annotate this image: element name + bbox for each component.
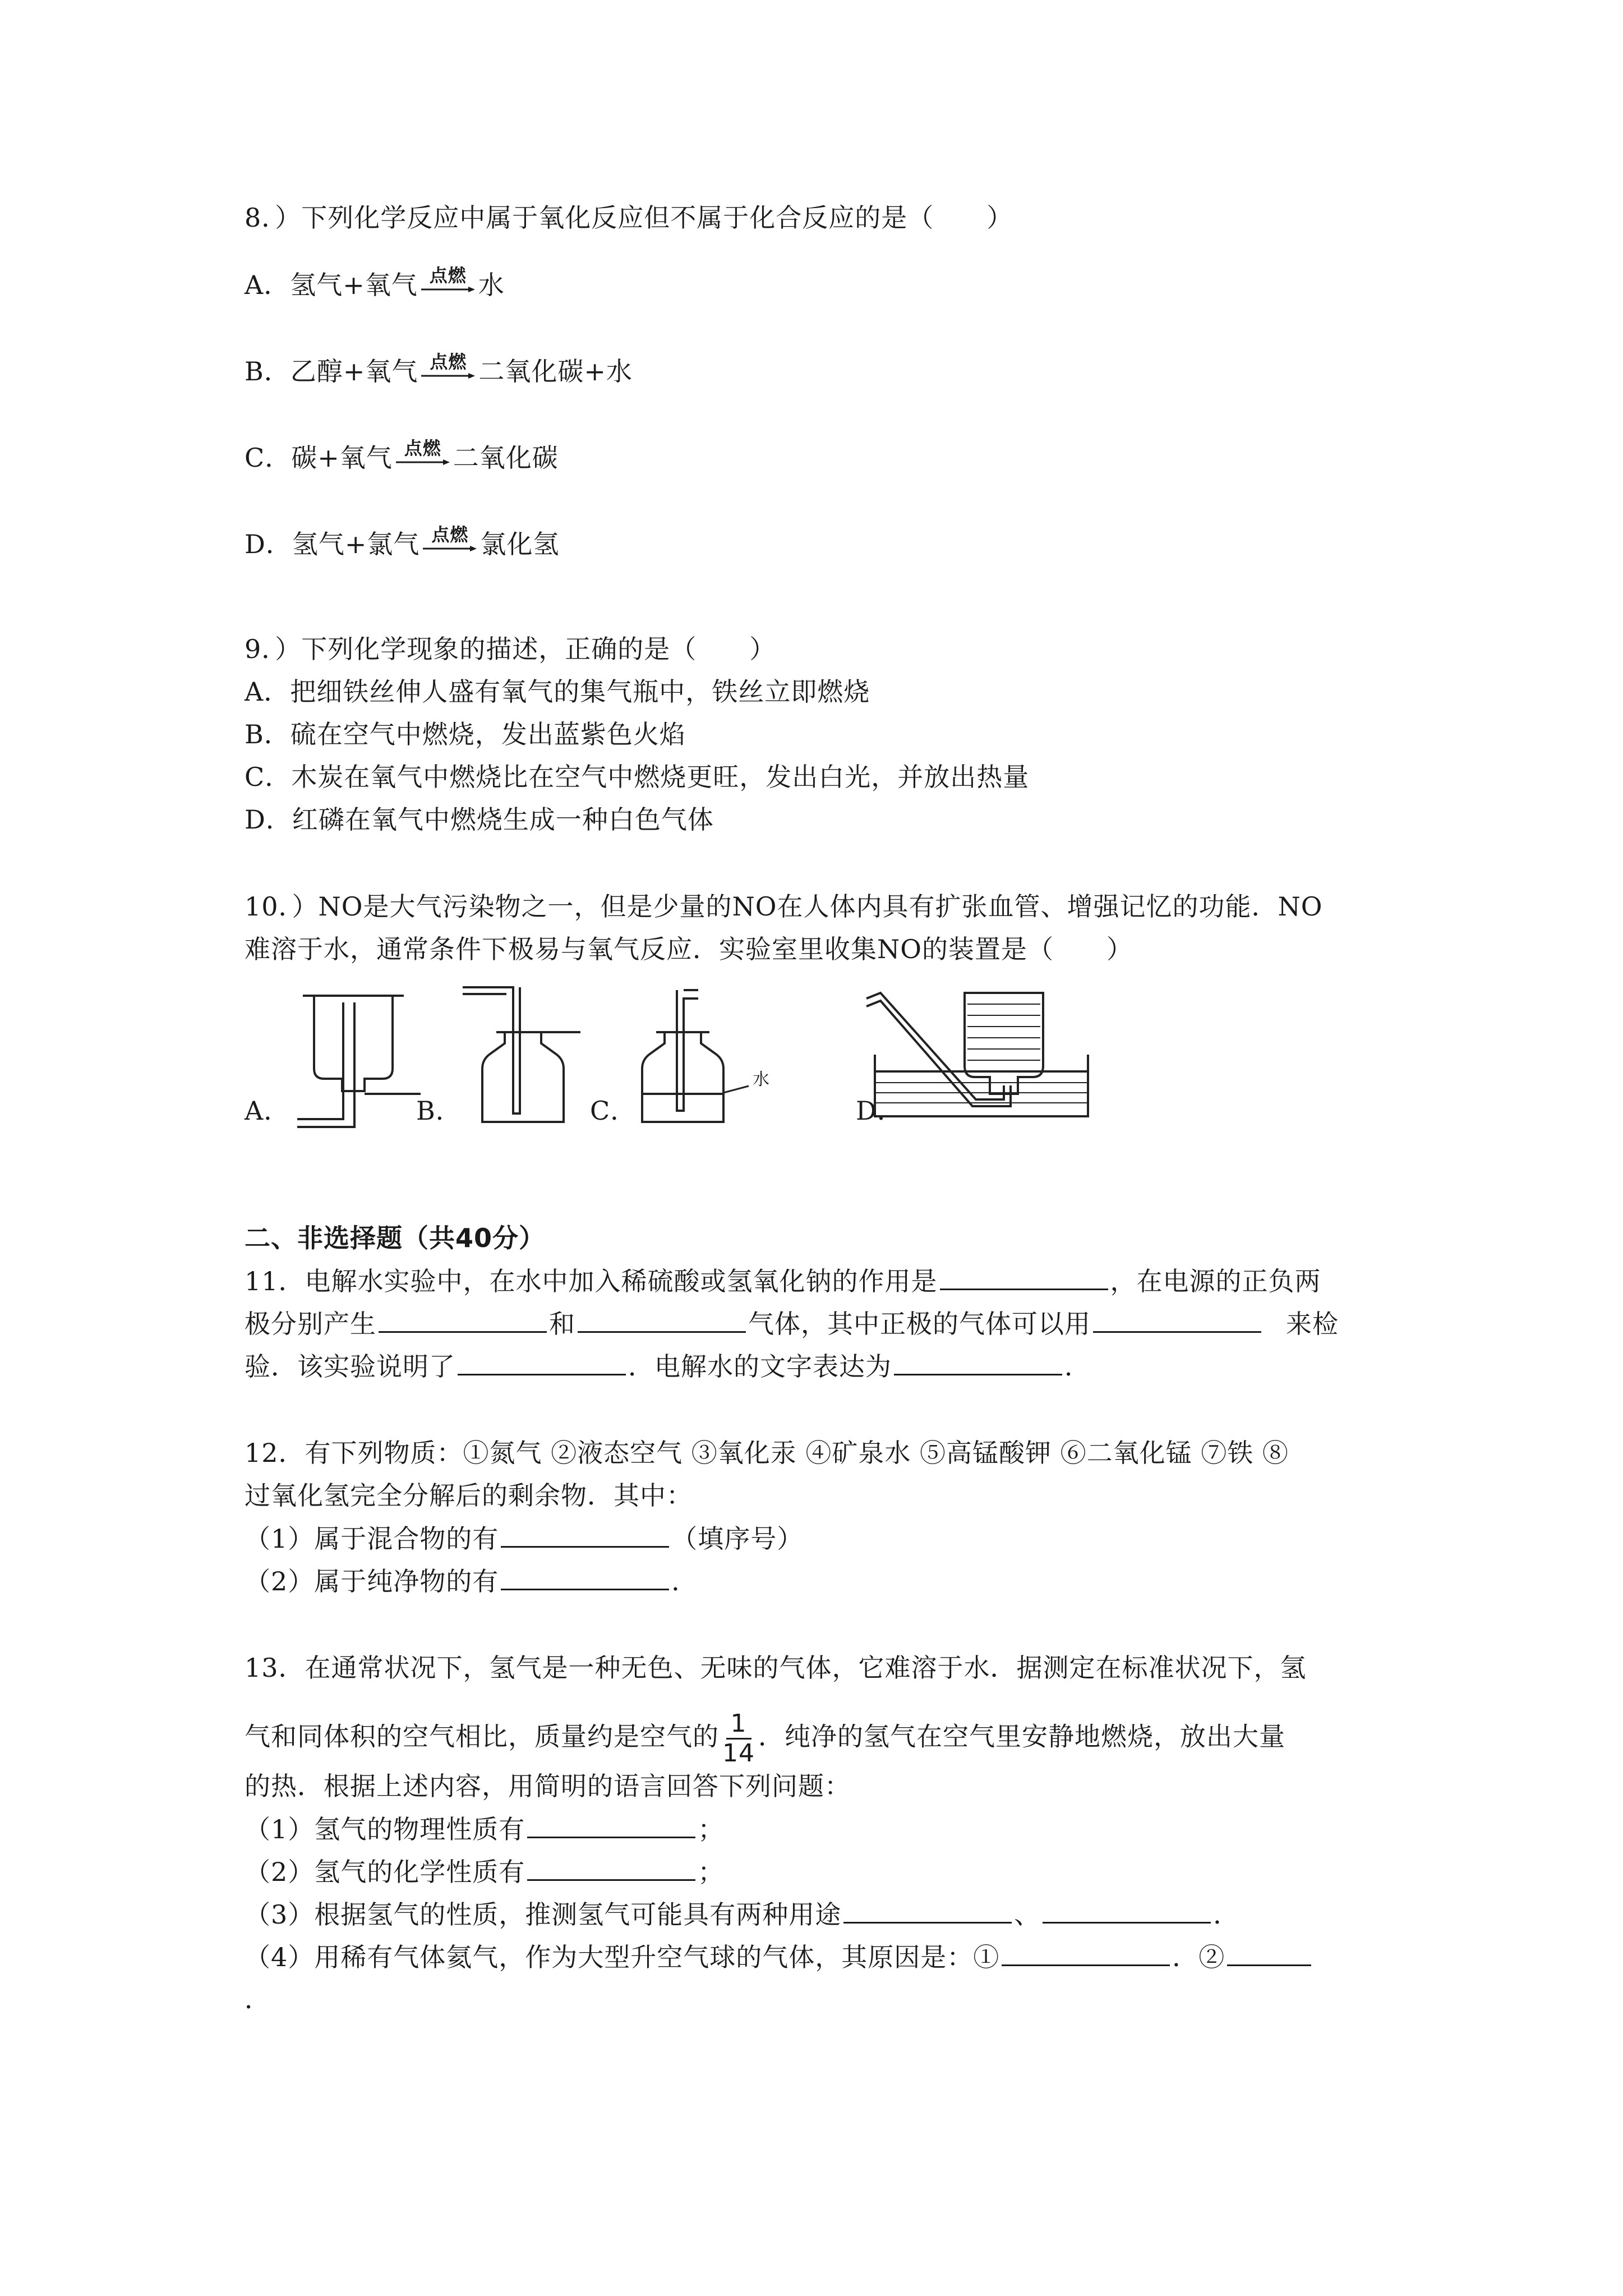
q10-label-d[interactable]: D． <box>856 1096 903 1126</box>
reaction-arrow <box>422 524 478 553</box>
reactants: 氢气+氯气 <box>292 529 420 559</box>
q12-text: （填序号） <box>671 1524 804 1554</box>
answer-blank[interactable] <box>940 1264 1108 1290</box>
q8-option-b[interactable] <box>245 351 633 388</box>
water-label: 水 <box>753 1070 770 1089</box>
answer-blank[interactable] <box>501 1564 669 1590</box>
answer-blank[interactable] <box>501 1521 669 1548</box>
q9-option-d[interactable]: D．红磷在氧气中燃烧生成一种白色气体 <box>245 804 714 835</box>
products: 水 <box>478 270 505 300</box>
q12-text: （1）属于混合物的有 <box>245 1524 499 1554</box>
q13-line2 <box>245 1710 1285 1768</box>
answer-blank[interactable] <box>379 1306 547 1333</box>
q12-text: ． <box>671 1566 698 1596</box>
q13-text: ； <box>698 1857 725 1887</box>
reaction-condition: 点燃 <box>429 265 467 286</box>
section2-title: 二、非选择题（共40分） <box>245 1223 546 1253</box>
q13-text: ．纯净的氢气在空气里安静地燃烧，放出大量 <box>758 1721 1285 1752</box>
q13-text: （4）用稀有气体氦气，作为大型升空气球的气体，其原因是：① <box>245 1942 1000 1972</box>
option-label: B． <box>245 356 291 386</box>
q13-text: ．② <box>1172 1942 1225 1972</box>
answer-blank[interactable] <box>527 1855 695 1881</box>
q9-stem: 9．）下列化学现象的描述，正确的是（ ） <box>245 634 776 664</box>
q13-text: 、 <box>1014 1899 1041 1930</box>
fraction-numerator: 1 <box>726 1710 751 1740</box>
q13-text: （3）根据氢气的性质，推测氢气可能具有两种用途 <box>245 1899 842 1930</box>
q11-line3 <box>245 1349 1091 1383</box>
q11-line2 <box>245 1306 1339 1341</box>
fraction <box>722 1710 755 1768</box>
option-label: A． <box>245 270 291 300</box>
reaction-arrow <box>420 352 476 380</box>
answer-blank[interactable] <box>894 1349 1062 1375</box>
q8-option-a[interactable] <box>245 265 505 302</box>
q12-line1: 12．有下列物质：①氮气 ②液态空气 ③氧化汞 ④矿泉水 ⑤高锰酸钾 ⑥二氧化锰 ⑦铁 ⑧ <box>245 1438 1289 1468</box>
q8-option-d[interactable] <box>245 524 560 561</box>
reaction-condition: 点燃 <box>431 524 469 545</box>
apparatus-b-figure <box>457 976 586 1133</box>
q10-label-c[interactable]: C． <box>590 1096 637 1126</box>
q13-text: 气和同体积的空气相比，质量约是空气的 <box>245 1721 719 1752</box>
apparatus-c-figure <box>631 976 794 1133</box>
reactants: 碳+氧气 <box>291 443 393 473</box>
q13-part3 <box>245 1897 1239 1931</box>
q11-text: ． <box>1064 1351 1091 1382</box>
answer-blank[interactable] <box>1043 1897 1211 1924</box>
q11-text: ．电解水的文字表达为 <box>628 1351 892 1382</box>
q8-option-c[interactable] <box>245 438 559 475</box>
q13-text: （1）氢气的物理性质有 <box>245 1814 525 1844</box>
q12-line2: 过氧化氢完全分解后的剩余物．其中： <box>245 1480 693 1511</box>
q11-text: 极分别产生 <box>245 1309 376 1339</box>
products: 氯化氢 <box>480 529 560 559</box>
q10-stem-line1: 10．）NO是大气污染物之一，但是少量的NO在人体内具有扩张血管、增强记忆的功能．NO <box>245 891 1323 922</box>
q9-option-b[interactable]: B．硫在空气中燃烧，发出蓝紫色火焰 <box>245 719 686 749</box>
q9-option-c[interactable]: C．木炭在氧气中燃烧比在空气中燃烧更旺，发出白光，并放出热量 <box>245 762 1030 792</box>
answer-blank[interactable] <box>578 1306 746 1333</box>
reactants: 乙醇+氧气 <box>290 356 418 386</box>
reaction-condition: 点燃 <box>404 438 441 459</box>
answer-blank[interactable] <box>1002 1940 1170 1966</box>
q10-label-b[interactable]: B． <box>416 1096 462 1126</box>
answer-blank[interactable] <box>843 1897 1012 1924</box>
q13-part4 <box>245 1940 1313 1974</box>
q13-text: （2）氢气的化学性质有 <box>245 1857 525 1887</box>
apparatus-a-figure <box>292 979 426 1130</box>
products: 二氧化碳+水 <box>478 356 633 386</box>
answer-blank[interactable] <box>1093 1306 1261 1333</box>
option-label: D． <box>245 529 292 559</box>
q13-text: ． <box>1213 1899 1240 1930</box>
q11-text: 来检 <box>1286 1309 1339 1339</box>
reaction-arrow <box>395 438 451 466</box>
q11-text: 验．该实验说明了 <box>245 1351 455 1382</box>
q10-label-a[interactable]: A． <box>245 1096 291 1126</box>
q11-line1 <box>245 1264 1321 1298</box>
q13-text: ； <box>698 1814 725 1844</box>
products: 二氧化碳 <box>453 443 559 473</box>
answer-blank[interactable] <box>458 1349 626 1375</box>
q11-text: 11．电解水实验中，在水中加入稀硫酸或氢氧化钠的作用是 <box>245 1266 938 1296</box>
q11-text: ，在电源的正负两 <box>1110 1266 1321 1296</box>
reaction-condition: 点燃 <box>430 351 467 372</box>
reaction-arrow <box>420 265 476 293</box>
q13-line1: 13．在通常状况下，氢气是一种无色、无味的气体，它难溶于水．据测定在标准状况下，氢 <box>245 1653 1307 1683</box>
q12-text: （2）属于纯净物的有 <box>245 1566 499 1596</box>
option-label: C． <box>245 443 292 473</box>
q11-text: 气体，其中正极的气体可以用 <box>748 1309 1091 1339</box>
q12-part2 <box>245 1564 698 1598</box>
q13-line3: 的热．根据上述内容，用简明的语言回答下列问题： <box>245 1771 851 1801</box>
fraction-denominator: 14 <box>722 1739 755 1768</box>
q13-part1 <box>245 1812 724 1846</box>
q12-part1 <box>245 1521 803 1556</box>
q13-trailing-period: ． <box>245 1984 271 2014</box>
answer-blank[interactable] <box>1227 1940 1311 1966</box>
reactants: 氢气+氧气 <box>290 270 418 300</box>
q8-stem: 8．）下列化学反应中属于氧化反应但不属于化合反应的是（ ） <box>245 203 1013 233</box>
answer-blank[interactable] <box>527 1812 695 1838</box>
apparatus-d-figure <box>864 982 1099 1128</box>
q11-text: 和 <box>549 1309 575 1339</box>
q9-option-a[interactable]: A．把细铁丝伸人盛有氧气的集气瓶中，铁丝立即燃烧 <box>245 677 870 707</box>
q13-part2 <box>245 1855 724 1889</box>
q10-stem-line2: 难溶于水，通常条件下极易与氧气反应．实验室里收集NO的装置是（ ） <box>245 934 1133 964</box>
